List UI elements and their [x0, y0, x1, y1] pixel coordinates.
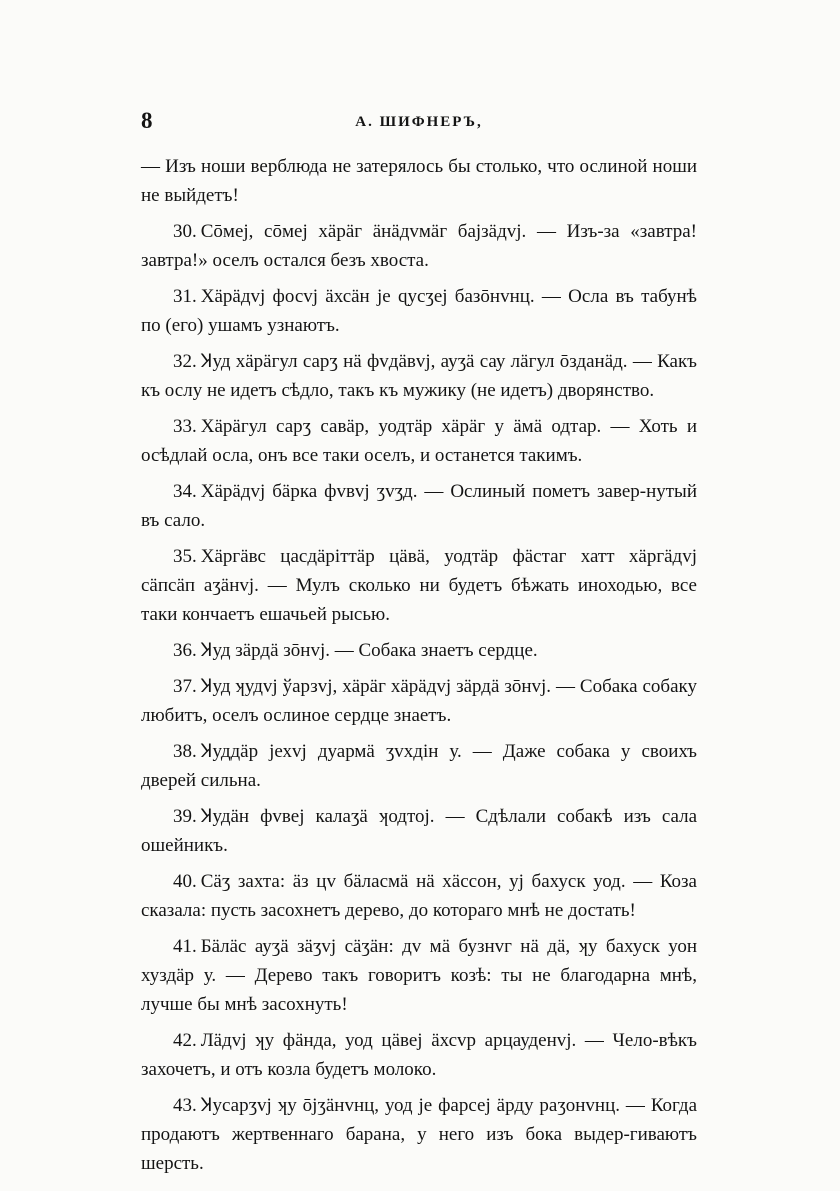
entry-text: Хäрäгул сарʒ савäр, уодтäр хäрäг у äмä одтар. — Хоть и осѣдлай осла, онъ все таки оселъ, и останется такимъ. — [141, 416, 697, 466]
page-number: 8 — [141, 108, 153, 133]
paragraph-text: — Изъ ноши верблюда не затерялось бы столько, что ослиной ноши не выйдетъ! — [141, 156, 697, 206]
entry-number: 30. — [173, 221, 197, 242]
proverb-entry — [141, 867, 697, 925]
entry-text: Хäрäдvј фосvј äхсäн је ɋусʒеј базōнvнц. — Осла въ табунѣ по (его) ушамъ узнаютъ. — [141, 286, 697, 336]
entry-text: Бäлäс ауʒä зäʒvј сäʒäн: дv мä бузнvг нä дä, ʞу бахуск уон хуздäр у. — Дерево такъ говоритъ козѣ: ты не благодарна мнѣ, лучше бы мнѣ засохнуть! — [141, 936, 697, 1015]
proverb-entry — [141, 672, 697, 730]
paragraph — [141, 152, 697, 210]
entry-text: Хäрäдvј бäрка фvвvј ʒvʒд. — Ослиный пометъ завер-нутый въ сало. — [141, 481, 697, 531]
proverb-entry — [141, 217, 697, 275]
page-header — [141, 108, 697, 138]
entry-text: Ʞуд зäрдä зōнvј. — Собака знаетъ сердце. — [200, 640, 538, 661]
entry-text: Лäдvј ʞу фäнда, уод цäвеј äхсvр арцауденvј. — Чело-вѣкъ захочетъ, и отъ козла будетъ молоко. — [141, 1030, 697, 1080]
entry-text: Ʞудäн фvвеј калаʒä ʞодтој. — Сдѣлали собакѣ изъ сала ошейникъ. — [141, 806, 697, 856]
proverb-entry — [141, 477, 697, 535]
proverb-entry — [141, 1091, 697, 1178]
entry-text: Ʞуд ʞудvј ўарзvј, хäрäг хäрäдvј зäрдä зōнvј. — Собака собаку любитъ, оселъ ослиное сердце знаетъ. — [141, 676, 697, 726]
page-body — [141, 152, 697, 1185]
entry-number: 41. — [173, 936, 197, 957]
entry-text: Хäргäвс цасдäрiттäр цäвä, уодтäр фäстаг хатт хäргäдvј сäпсäп аʒäнvј. — Мулъ сколько ни будетъ бѣжать иноходью, все таки кончаетъ ешачьей рысью. — [141, 546, 697, 625]
entry-text: Ʞусарʒvј ʞу ōјʒäнvнц, уод је фарсеј äрду раʒонvнц. — Когда продаютъ жертвеннаго барана, у него изъ бока выдер-гиваютъ шерсть. — [141, 1095, 697, 1174]
entry-number: 42. — [173, 1030, 197, 1051]
proverb-entry — [141, 1026, 697, 1084]
proverb-entry — [141, 737, 697, 795]
entry-number: 32. — [173, 351, 197, 372]
entry-number: 33. — [173, 416, 197, 437]
proverb-entry — [141, 932, 697, 1019]
running-head: А. ШИФНЕРЪ, — [355, 114, 483, 130]
entry-number: 31. — [173, 286, 197, 307]
proverb-entry — [141, 412, 697, 470]
proverb-entry — [141, 542, 697, 629]
entry-text: Сōмеј, сōмеј хäрäг äнäдvмäг бајзäдvј. — Изъ-за «завтра! завтра!» оселъ остался безъ хвоста. — [141, 221, 697, 271]
entry-number: 36. — [173, 640, 197, 661]
entry-number: 38. — [173, 741, 197, 762]
entry-number: 39. — [173, 806, 197, 827]
entry-number: 40. — [173, 871, 197, 892]
entry-number: 35. — [173, 546, 197, 567]
proverb-entry — [141, 347, 697, 405]
entry-text: Ʞуд хäрäгул сарʒ нä фvдäвvј, ауʒä сау лäгул ōзданäд. — Какъ къ ослу не идетъ сѣдло, такъ къ мужику (не идетъ) дворянство. — [141, 351, 697, 401]
entry-number: 34. — [173, 481, 197, 502]
proverb-entry — [141, 802, 697, 860]
proverb-entry — [141, 636, 697, 665]
entry-text: Ʞуддäр јехvј дуармä ʒvхдiн у. — Даже собака у своихъ дверей сильна. — [141, 741, 697, 791]
proverb-entry — [141, 282, 697, 340]
entry-text: Сäʒ захта: äз цv бäласмä нä хäссон, уј бахуск уод. — Коза сказала: пусть засохнетъ дерево, до котораго мнѣ не достать! — [141, 871, 697, 921]
entry-number: 43. — [173, 1095, 197, 1116]
entry-number: 37. — [173, 676, 197, 697]
